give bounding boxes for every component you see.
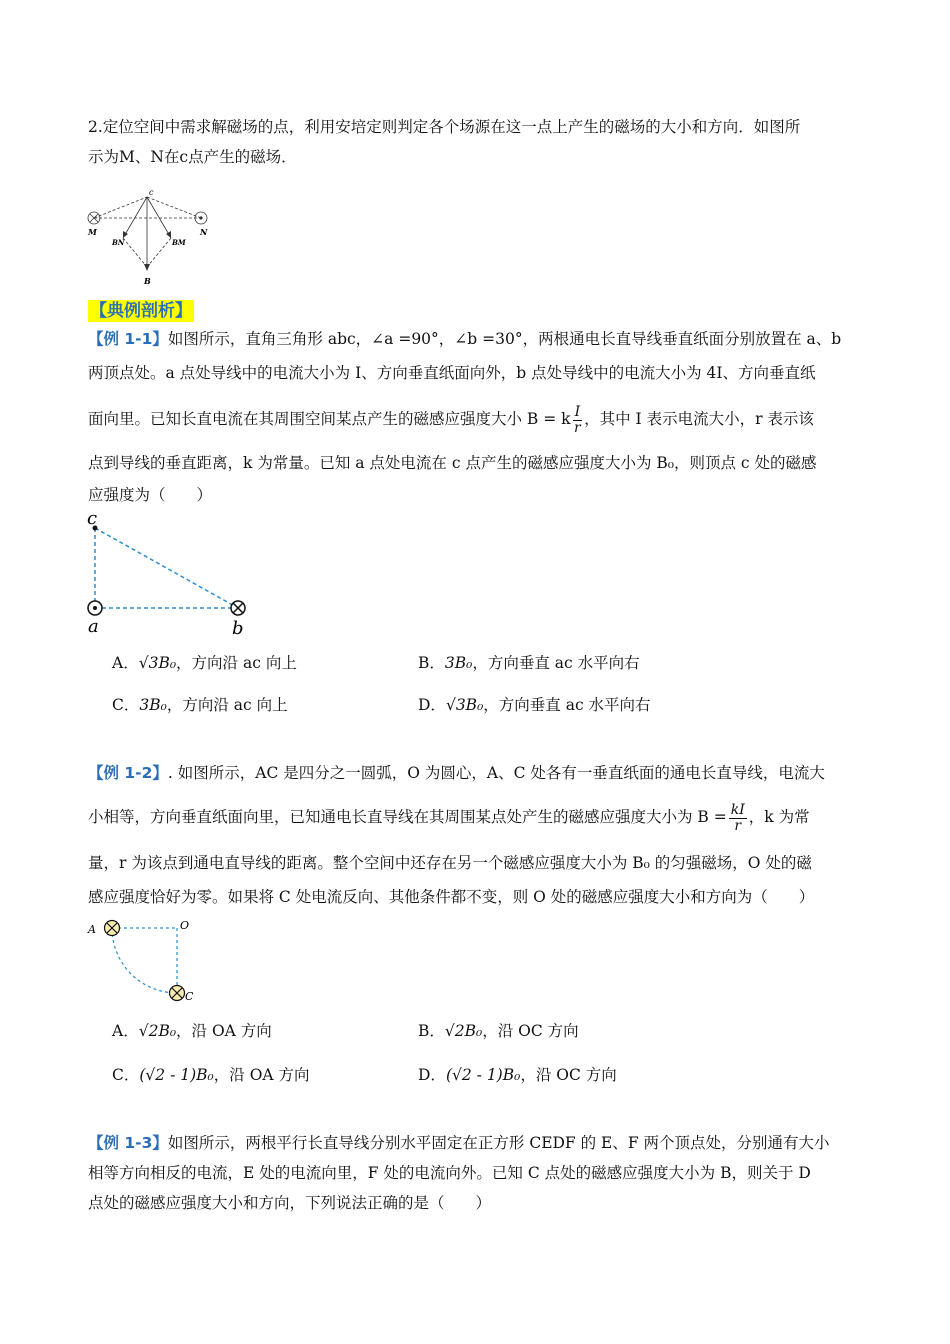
intro-line-2: 示为M、N在c点产生的磁场．: [88, 148, 297, 166]
ex1-option-d[interactable]: D．√3B₀，方向垂直 ac 水平向右: [418, 696, 651, 714]
ex1-line-4: 点到导线的垂直距离，k 为常量。已知 a 点处电流在 c 点产生的磁感应强度大小为 B₀，则顶点 c 处的磁感: [88, 454, 817, 472]
ex1-option-b[interactable]: B．3B₀，方向垂直 ac 水平向右: [418, 654, 640, 672]
ex3-tag: 【例 1-3】: [88, 1134, 168, 1152]
section-title: 【典例剖析】: [90, 301, 192, 321]
ex1-tag: 【例 1-1】: [88, 330, 168, 348]
intro-line-1: 2.定位空间中需求解磁场的点，利用安培定则判定各个场源在这一点上产生的磁场的大小和方向．如图所: [88, 118, 801, 136]
label-a: a: [88, 616, 99, 637]
ex3-line-3: 点处的磁感应强度大小和方向，下列说法正确的是（ ）: [88, 1194, 492, 1212]
ex3-line-2: 相等方向相反的电流，E 处的电流向里，F 处的电流向外。已知 C 点处的磁感应强度大小为 B，则关于 D: [88, 1164, 811, 1182]
ex1-option-c[interactable]: C．3B₀，方向沿 ac 向上: [112, 696, 288, 714]
ex2-option-a[interactable]: A．√2B₀，沿 OA 方向: [112, 1022, 272, 1040]
label-B: B: [144, 276, 151, 286]
label-BN: BN: [112, 238, 125, 247]
ex2-option-b[interactable]: B．√2B₀，沿 OC 方向: [418, 1022, 579, 1040]
ex2-tag: 【例 1-2】: [88, 764, 168, 782]
ex2-line-3: 量，r 为该点到通电直导线的距离。整个空间中还存在另一个磁感应强度大小为 B₀ 的匀强磁场，O 处的磁: [88, 854, 812, 872]
ex2-option-d[interactable]: D．(√2 - 1)B₀，沿 OC 方向: [418, 1066, 617, 1084]
ex1-fraction: $\frac{I}{r}$: [573, 403, 581, 436]
arc-aoc-diagram: [84, 912, 214, 1007]
ex2-line-4: 感应强度恰好为零。如果将 C 处电流反向、其他条件都不变，则 O 处的磁感应强度大小和方向为（ ）: [88, 888, 815, 906]
ex3-line-1: 【例 1-3】如图所示，两根平行长直导线分别水平固定在正方形 CEDF 的 E、F 两个顶点处，分别通有大小: [88, 1134, 830, 1152]
ex1-line-2: 两顶点处。a 点处导线中的电流大小为 I、方向垂直纸面向外，b 点处导线中的电流大小为 4I、方向垂直纸: [88, 364, 816, 382]
label-c: c: [87, 508, 98, 529]
label-c: c: [149, 188, 154, 197]
ex1-line-5: 应强度为（ ）: [88, 486, 213, 504]
ex1-line-1: 【例 1-1】如图所示，直角三角形 abc，∠a =90°，∠b =30°，两根通电长直导线垂直纸面分别放置在 a、b: [88, 330, 842, 348]
ex1-option-a[interactable]: A．√3B₀，方向沿 ac 向上: [112, 654, 297, 672]
ex2-option-c[interactable]: C．(√2 - 1)B₀，沿 OA 方向: [112, 1066, 310, 1084]
label-b: b: [232, 618, 244, 638]
label-M: M: [88, 227, 97, 237]
mn-field-diagram: [84, 185, 224, 290]
triangle-abc-diagram: [80, 508, 260, 638]
ex1-line-3: 面向里。已知长直电流在其周围空间某点产生的磁感应强度大小 B = k $\frac{I}{r}$ ，其中 I 表示电流大小，r 表示该: [88, 403, 814, 436]
label-BM: BM: [172, 238, 186, 247]
label-N: N: [200, 227, 208, 237]
ex2-line-1: 【例 1-2】. 如图所示，AC 是四分之一圆弧，O 为圆心，A、C 处各有一垂直纸面的通电长直导线，电流大: [88, 764, 825, 782]
label-O: O: [180, 919, 190, 932]
ex2-fraction: $\frac{kI}{r}$: [730, 801, 745, 834]
label-A: A: [88, 923, 96, 936]
label-C: C: [185, 990, 194, 1003]
ex2-line-2: 小相等，方向垂直纸面向里，已知通电长直导线在其周围某点处产生的磁感应强度大小为 B = $\frac{kI}{r}$ ，k 为常: [88, 801, 810, 834]
